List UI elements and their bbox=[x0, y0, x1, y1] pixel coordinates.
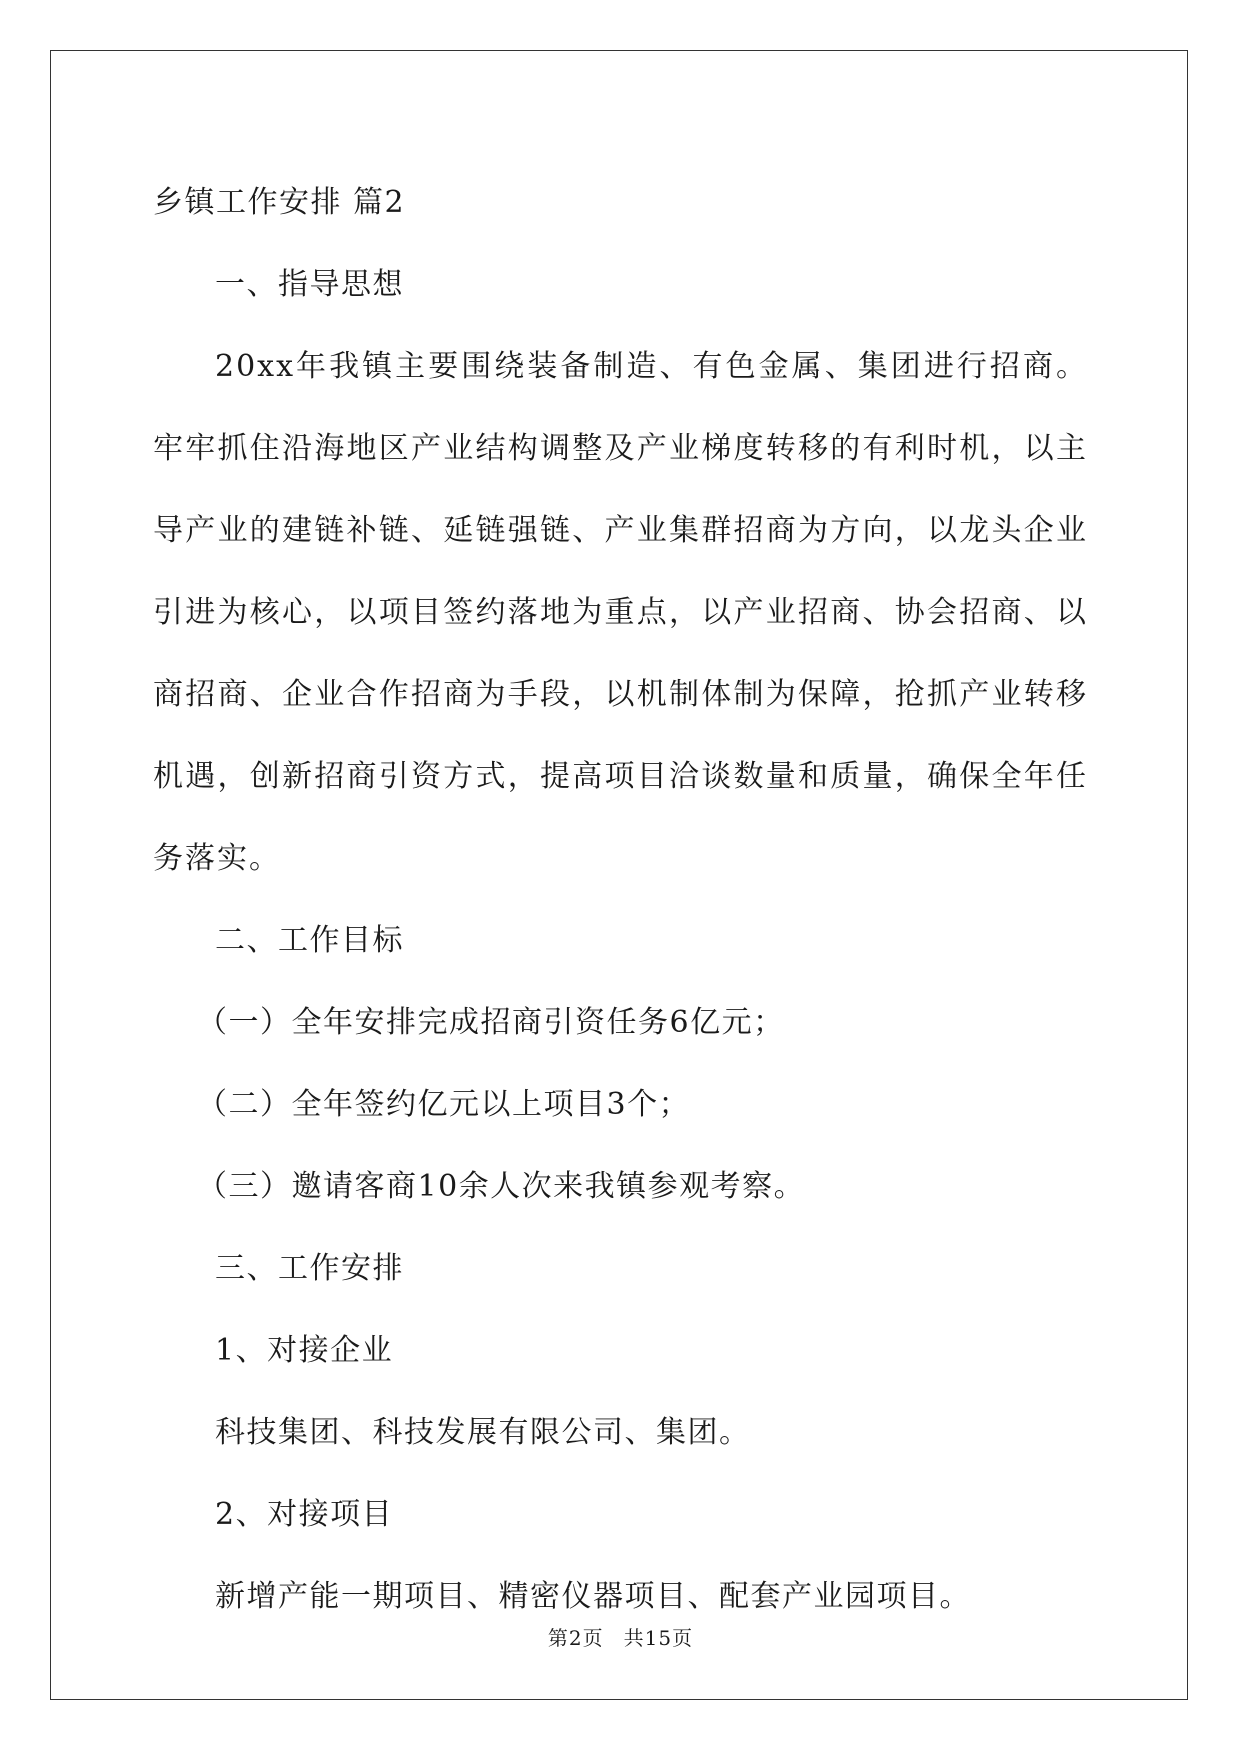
page-footer bbox=[0, 1626, 1241, 1650]
goal-item-2: （二）全年签约亿元以上项目3个； bbox=[197, 1087, 691, 1122]
subheading-target-enterprises: 1、对接企业 bbox=[215, 1333, 394, 1368]
page-number-total: 共15页 bbox=[623, 1626, 694, 1650]
section-heading-guiding-ideology: 一、指导思想 bbox=[215, 267, 404, 302]
section-heading-work-arrangement: 三、工作安排 bbox=[215, 1251, 404, 1286]
page-number-current: 第2页 bbox=[547, 1626, 604, 1650]
subheading-target-projects: 2、对接项目 bbox=[215, 1497, 394, 1532]
document-title: 乡镇工作安排 篇2 bbox=[153, 185, 406, 220]
document-body bbox=[153, 162, 1088, 1638]
target-projects-text: 新增产能一期项目、精密仪器项目、配套产业园项目。 bbox=[215, 1579, 971, 1614]
goal-item-1: （一）全年安排完成招商引资任务6亿元； bbox=[197, 1005, 785, 1040]
goal-item-3: （三）邀请客商10余人次来我镇参观考察。 bbox=[197, 1169, 806, 1204]
target-enterprises-text: 科技集团、科技发展有限公司、集团。 bbox=[215, 1415, 751, 1450]
guiding-ideology-paragraph: 20xx年我镇主要围绕装备制造、有色金属、集团进行招商。牢牢抓住沿海地区产业结构调整及产业梯度转移的有利时机，以主导产业的建链补链、延链强链、产业集群招商为方向，以龙头企业引进为核心，以项目签约落地为重点，以产业招商、协会招商、以商招商、企业合作招商为手段，以机制体制为保障，抢抓产业转移机遇，创新招商引资方式，提高项目洽谈数量和质量，确保全年任务落实。 bbox=[153, 349, 1088, 876]
section-heading-work-goals: 二、工作目标 bbox=[215, 923, 404, 958]
